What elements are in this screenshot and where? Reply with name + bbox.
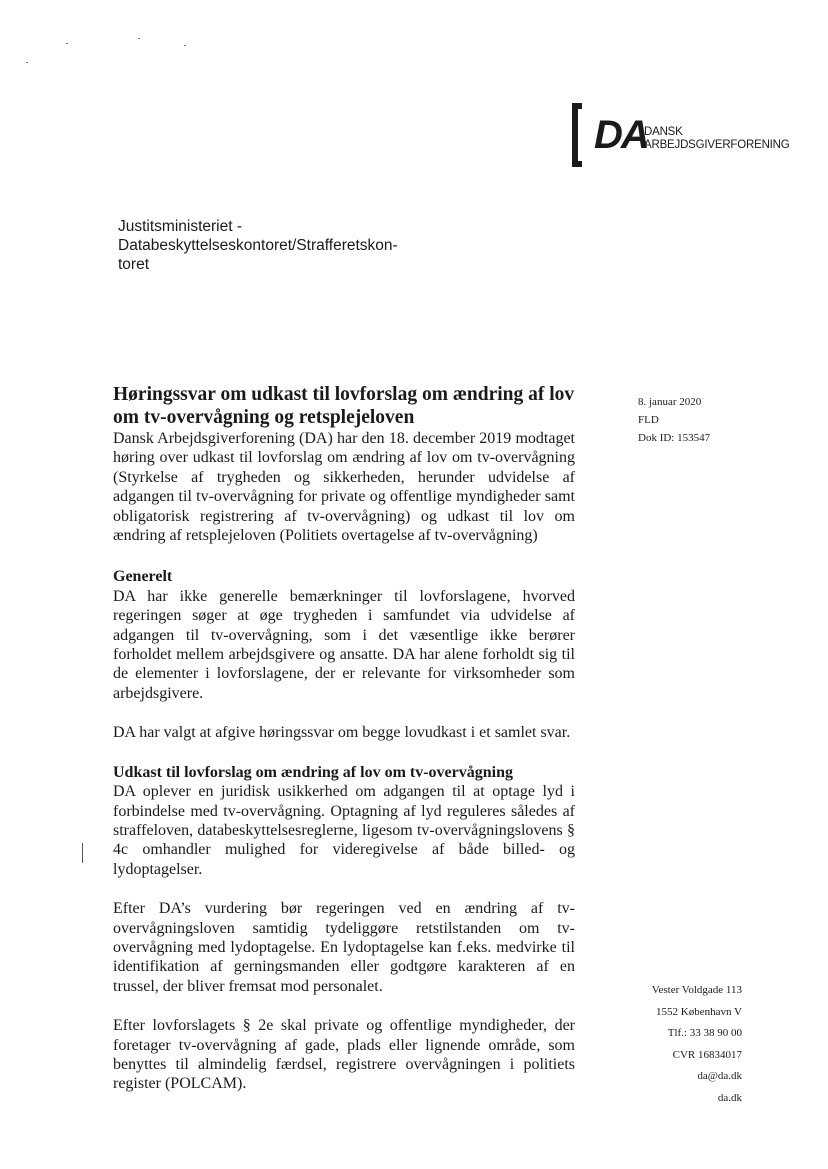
recipient-line1: Justitsministeriet - Databeskyttelseskontoret/Strafferetskon- [118, 218, 398, 254]
letter-body [113, 383, 575, 1108]
address-web: da.dk [717, 1091, 742, 1104]
address-city: 1552 København V [656, 1005, 742, 1018]
margin-mark [82, 843, 83, 863]
intro-paragraph: Dansk Arbejdsgiverforening (DA) har den 18. december 2019 modtaget høring over udkast til lovforslag om ændring af lov om tv-overvågning (Styrkelse af trygheden og sikkerheden, herunder udvidelse af adgangen til tv-overvågning for private og offentlige myndigheder samt obligatorisk registrering af tv-overvågning) og udkast til lov om ændring af retsplejeloven (Politiets overtagelse af tv-overvågning) [113, 430, 575, 545]
section-heading-tv-overvaagning: Udkast til lovforslag om ændring af lov om tv-overvågning [113, 763, 513, 781]
tv-paragraph-3: Efter lovforslagets § 2e skal private og offentlige myndigheder, der foretager tv-overvågning af gade, plads eller lignende område, som benyttes til almindelig færdsel, registrere overvågningen i politiets register (POLCAM). [113, 1017, 575, 1093]
meta-doc-id: Dok ID: 153547 [638, 432, 711, 444]
generelt-paragraph-2: DA har valgt at afgive høringssvar om begge lovudkast i et samlet svar. [113, 724, 571, 742]
address-street: Vester Voldgade 113 [651, 984, 742, 996]
meta-initials: FLD [638, 414, 659, 426]
address-phone: Tlf.: 33 38 90 00 [667, 1027, 742, 1039]
meta-date: 8. januar 2020 [638, 396, 702, 408]
generelt-paragraph-1: DA har ikke generelle bemærkninger til lovforslagene, hvorved regeringen søger at øge trygheden i samfundet via udvidelse af adgangen til tv-overvågning, som i det væsentlige ikke berører forholdet mellem arbejdsgivere og ansatte. DA har alene forholdt sig til de elementer i lovforslagene, der er relevante for virksomheder som arbejdsgivere. [113, 587, 575, 702]
logo-mark: DA [594, 113, 648, 157]
title-line2: om tv-overvågning og retsplejeloven [113, 407, 415, 428]
logo-org-line2: ARBEJDSGIVERFORENING [644, 139, 790, 151]
logo-org-name [644, 126, 790, 152]
document-meta [638, 393, 710, 447]
address-email: da@da.dk [697, 1070, 742, 1082]
logo-org-line1: DANSK [644, 126, 683, 138]
logo-bracket [572, 103, 582, 167]
recipient-block [118, 217, 498, 274]
title-line1: Høringssvar om udkast til lovforslag om ændring af lov [113, 384, 575, 405]
address-cvr: CVR 16834017 [672, 1048, 742, 1061]
sender-address [600, 980, 742, 1109]
da-logo [572, 103, 790, 169]
recipient-line2: toret [118, 256, 150, 273]
tv-paragraph-1: DA oplever en juridisk usikkerhed om adgangen til at optage lyd i forbindelse med tv-overvågning. Optagning af lyd reguleres således af straffeloven, databeskyttelsesreglerne, ligesom tv-overvågningslovens § 4c omhandler mulighed for videregivelse af både billed- og lydoptagelser. [113, 783, 575, 878]
letter-title [113, 383, 575, 429]
tv-paragraph-2: Efter DA’s vurdering bør regeringen ved en ændring af tv-overvågningsloven samtidig tydeliggøre retstilstanden om tv-overvågning med lydoptagelse. En lydoptagelse kan f.eks. medvirke til identifikation af gerningsmanden eller godtgøre karakteren af en trussel, der bliver fremsat mod personalet. [113, 900, 575, 995]
section-heading-generelt: Generelt [113, 568, 173, 586]
